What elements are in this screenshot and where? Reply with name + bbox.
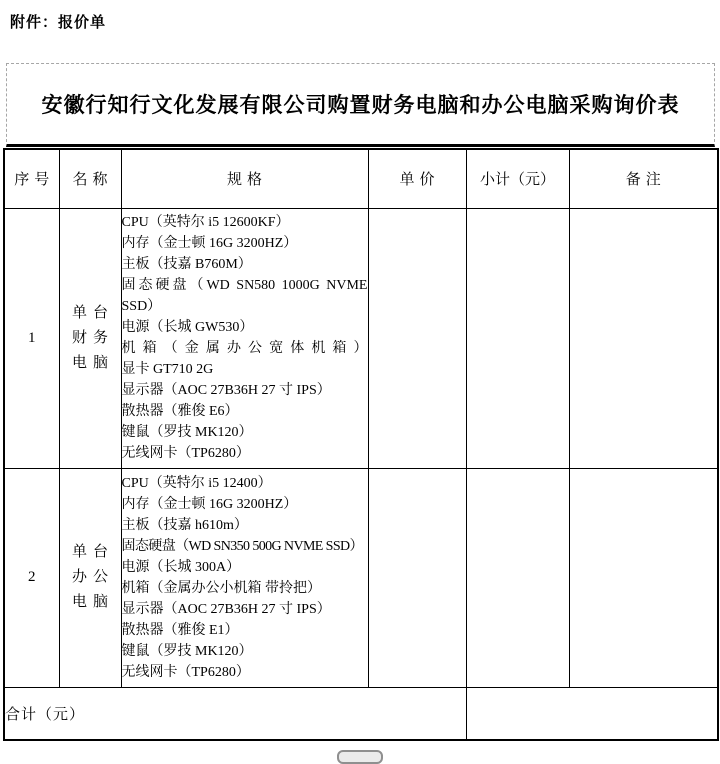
spec-line: 主板（技嘉 B760M） (121, 257, 252, 272)
spec-line: 机箱（金属办公宽体机箱） (121, 341, 368, 356)
subtotal-cell (466, 208, 569, 468)
spec-line: 散热器（雅俊 E6） (121, 404, 239, 419)
remark-cell (569, 468, 718, 687)
unit-price-cell (368, 208, 466, 468)
quotation-table (3, 148, 719, 741)
table-title: 安徽行知行文化发展有限公司购置财务电脑和办公电脑采购询价表 (41, 93, 680, 117)
row-spec-cell (121, 208, 368, 468)
header-subtotal: 小计（元） (466, 149, 569, 208)
spec-line: 固态硬盘（WD SN580 1000G NVME (121, 278, 368, 293)
total-label-cell: 合计（元） (4, 687, 466, 740)
name-line: 财务 (71, 329, 114, 346)
header-name: 名称 (59, 149, 121, 208)
subtotal-cell (466, 468, 569, 687)
spec-line: SSD） (121, 299, 162, 314)
spec-line: 散热器（雅俊 E1） (121, 622, 239, 638)
name-line: 电脑 (71, 594, 114, 610)
spec-line: 无线网卡（TP6280） (121, 446, 250, 461)
total-value-cell (466, 687, 718, 740)
table-title-box (6, 63, 715, 147)
table-footer-row (4, 687, 718, 740)
row-name-cell (59, 208, 121, 468)
spec-line: 电源（长城 GW530） (121, 320, 254, 335)
header-remark: 备注 (569, 149, 718, 208)
spec-line: 固态硬盘（WD SN350 500G NVME SSD） (121, 538, 363, 554)
row-index-cell: 2 (4, 468, 59, 687)
name-line: 电脑 (71, 354, 114, 371)
spec-line: 内存（金士顿 16G 3200HZ） (121, 496, 298, 512)
spec-line: 显卡 GT710 2G (121, 362, 214, 377)
spec-line: 显示器（AOC 27B36H 27 寸 IPS） (121, 601, 331, 617)
name-line: 单台 (71, 304, 114, 321)
spec-line: 内存（金士顿 16G 3200HZ） (121, 236, 298, 251)
unit-price-cell (368, 468, 466, 687)
table-header-row (4, 149, 718, 208)
spec-line: 键鼠（罗技 MK120） (121, 425, 253, 440)
spec-line: 无线网卡（TP6280） (121, 664, 250, 680)
name-line: 单台 (71, 544, 114, 560)
spec-line: 主板（技嘉 h610m） (121, 517, 248, 533)
spec-line: 键鼠（罗技 MK120） (121, 643, 253, 659)
spec-line: CPU（英特尔 i5 12400） (121, 475, 272, 491)
header-unit-price: 单价 (368, 149, 466, 208)
row-name-cell (59, 468, 121, 687)
resize-handle[interactable] (337, 750, 383, 764)
header-spec: 规格 (121, 149, 368, 208)
spec-line: CPU（英特尔 i5 12600KF） (121, 215, 290, 230)
attachment-label: 附件：报价单 (10, 15, 107, 31)
row-index-cell: 1 (4, 208, 59, 468)
spec-line: 显示器（AOC 27B36H 27 寸 IPS） (121, 383, 331, 398)
table-row-office-computer (4, 468, 718, 687)
table-row-finance-computer (4, 208, 718, 468)
remark-cell (569, 208, 718, 468)
name-line: 办公 (71, 569, 114, 585)
header-index: 序号 (4, 149, 59, 208)
row-spec-cell (121, 468, 368, 687)
spec-line: 电源（长城 300A） (121, 559, 241, 575)
spec-line: 机箱（金属办公小机箱 带拎把） (121, 580, 321, 596)
